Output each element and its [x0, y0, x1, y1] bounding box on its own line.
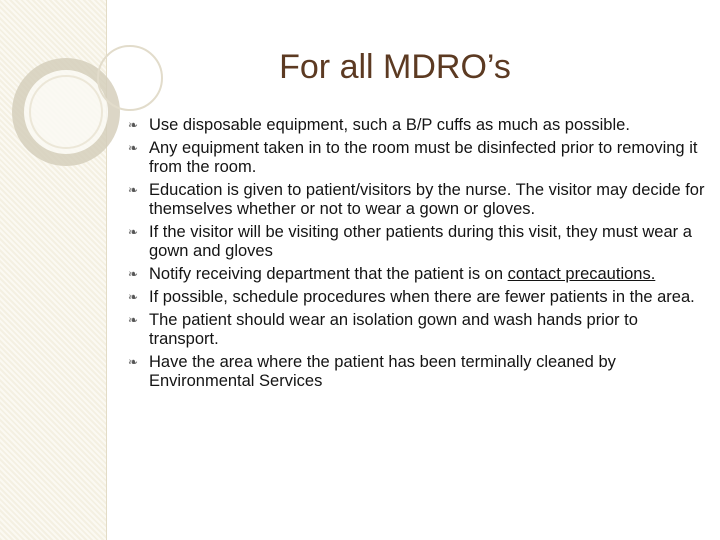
bullet-text: Any equipment taken in to the room must be disinfected prior to removing it from the room.	[149, 139, 698, 176]
bullet-text: If possible, schedule procedures when there are fewer patients in the area.	[149, 288, 695, 306]
bullet-item	[128, 116, 708, 135]
bullet-list	[128, 116, 708, 395]
large-ring-decoration	[18, 64, 114, 160]
bullet-text: The patient should wear an isolation gown and wash hands prior to transport.	[149, 311, 638, 348]
leaf-bullet-icon: ❧	[128, 118, 139, 132]
bullet-item	[128, 311, 708, 349]
bullet-item	[128, 139, 708, 177]
bullet-item	[128, 265, 708, 284]
leaf-bullet-icon: ❧	[128, 290, 139, 304]
bullet-item	[128, 353, 708, 391]
contact-precautions-link[interactable]: contact precautions.	[507, 265, 656, 283]
leaf-bullet-icon: ❧	[128, 225, 139, 239]
slide-title: For all MDRO’s	[279, 48, 511, 86]
bullet-item	[128, 181, 708, 219]
leaf-bullet-icon: ❧	[128, 141, 139, 155]
bullet-item	[128, 223, 708, 261]
bullet-text: Have the area where the patient has been terminally cleaned by Environmental Services	[149, 353, 616, 390]
leaf-bullet-icon: ❧	[128, 355, 139, 369]
bullet-item	[128, 288, 708, 307]
leaf-bullet-icon: ❧	[128, 313, 139, 327]
bullet-text: If the visitor will be visiting other patients during this visit, they must wear a gown and gloves	[149, 223, 692, 260]
bullet-text: Use disposable equipment, such a B/P cuffs as much as possible.	[149, 116, 630, 134]
leaf-bullet-icon: ❧	[128, 267, 139, 281]
bullet-text: Education is given to patient/visitors by the nurse. The visitor may decide for themselves whether or not to wear a gown or gloves.	[149, 181, 705, 218]
leaf-bullet-icon: ❧	[128, 183, 139, 197]
bullet-text: Notify receiving department that the patient is on	[149, 265, 508, 283]
